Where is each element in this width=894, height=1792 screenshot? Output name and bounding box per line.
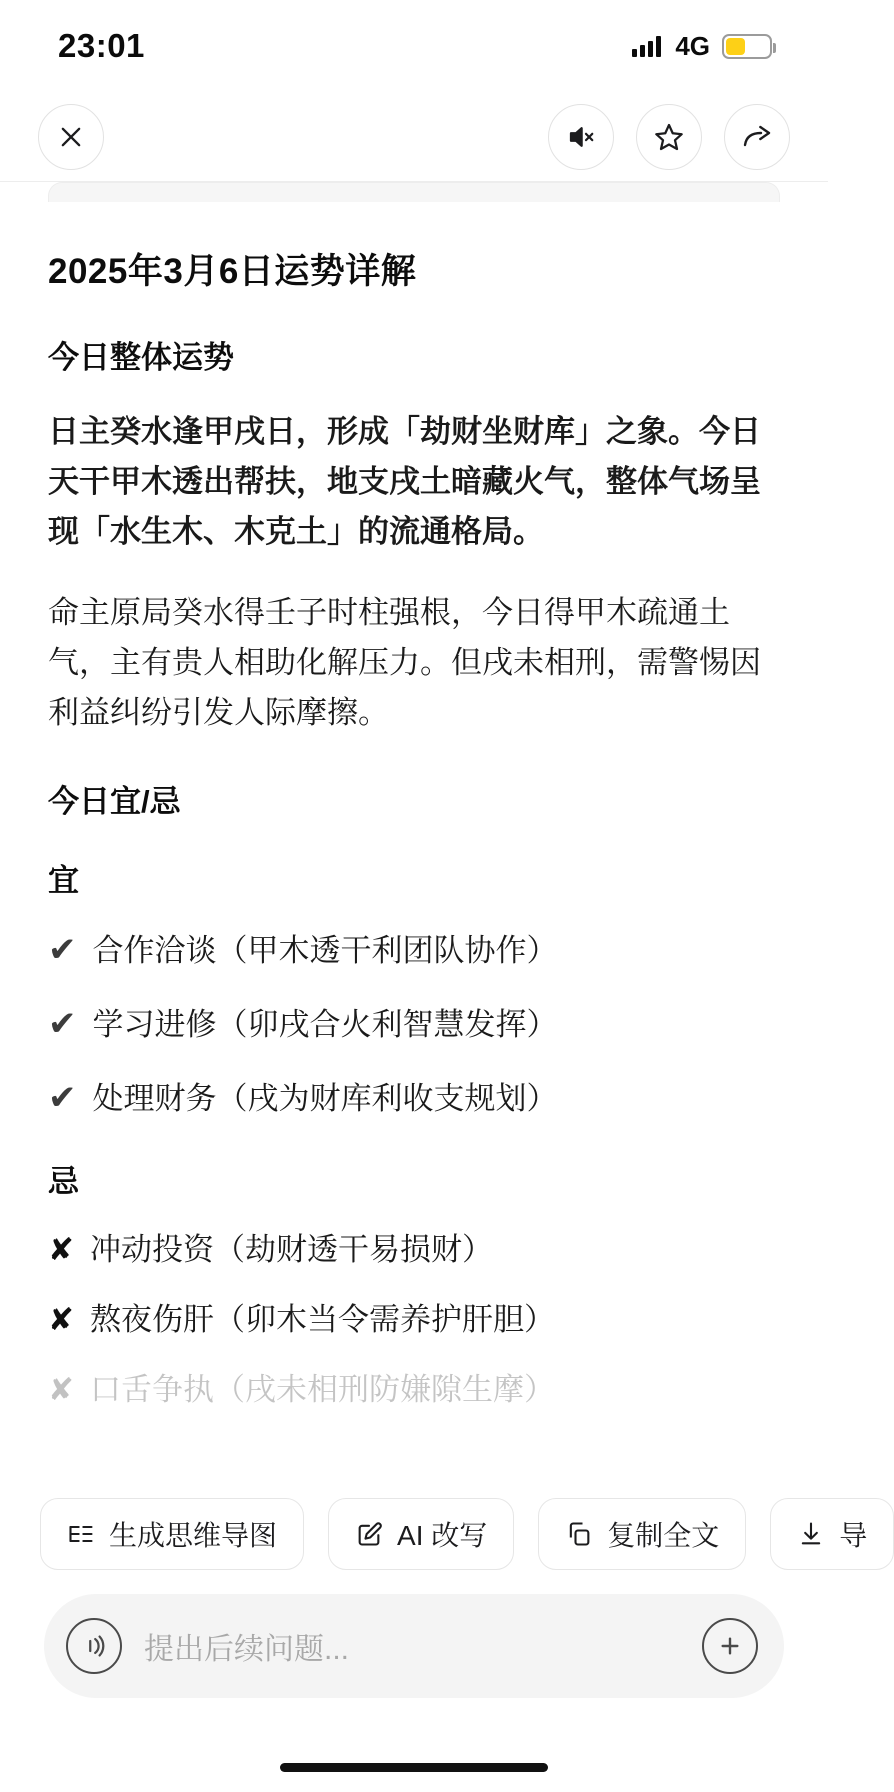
label-recommended: 宜 (48, 863, 79, 899)
share-icon (741, 121, 773, 153)
paragraph-overall-2: 命主原局癸水得壬子时柱强根，今日得甲木疏通土气，主有贵人相助化解压力。但戌未相刑，需警惕因利益纠纷引发人际摩擦。 (48, 594, 761, 731)
share-button[interactable] (724, 104, 790, 170)
list-item (48, 928, 780, 974)
chip-label: 复制全文 (607, 1520, 720, 1551)
list-item-label: 学习进修（卯戌合火利智慧发挥） (92, 1007, 558, 1043)
home-indicator (280, 1763, 548, 1772)
chip-label: AI 改写 (397, 1520, 488, 1551)
mindmap-icon (67, 1520, 95, 1548)
cross-icon: ✘ (48, 1371, 74, 1407)
top-toolbar (0, 92, 828, 182)
chip-generate-mindmap[interactable] (40, 1498, 304, 1570)
status-indicators (632, 31, 772, 62)
add-attachment-button[interactable] (702, 1618, 758, 1674)
cross-icon: ✘ (48, 1301, 74, 1337)
copy-icon (565, 1520, 593, 1548)
followup-input-bar[interactable] (44, 1594, 784, 1698)
check-icon: ✔ (48, 1079, 77, 1118)
list-item (48, 1002, 780, 1048)
chip-export[interactable] (770, 1498, 894, 1570)
close-icon (57, 123, 85, 151)
check-icon: ✔ (48, 1005, 77, 1044)
list-item-label: 冲动投资（劫财透干易损财） (89, 1231, 493, 1267)
list-item-label: 处理财务（戌为财库利收支规划） (92, 1081, 558, 1117)
close-button[interactable] (38, 104, 104, 170)
page-title: 2025年3月6日运势详解 (48, 252, 417, 291)
list-item (48, 1076, 780, 1122)
chip-label: 导 (839, 1520, 868, 1551)
cross-icon: ✘ (48, 1231, 74, 1267)
section-overall-fortune-title: 今日整体运势 (48, 340, 234, 375)
label-avoid: 忌 (48, 1163, 79, 1199)
status-time: 23:01 (58, 27, 145, 64)
section-do-avoid-title: 今日宜/忌 (48, 784, 181, 820)
speaker-mute-icon (566, 122, 596, 152)
content-fade-overlay (0, 1412, 828, 1482)
list-item (48, 1369, 780, 1411)
download-icon (797, 1520, 825, 1548)
mute-button[interactable] (548, 104, 614, 170)
avoid-list (48, 1229, 780, 1411)
voice-wave-icon (79, 1631, 109, 1661)
article-content[interactable] (0, 182, 828, 1482)
list-item (48, 1229, 780, 1271)
signal-bars-icon (632, 35, 661, 57)
network-type-label: 4G (675, 30, 710, 61)
battery-icon (722, 34, 772, 59)
voice-input-button[interactable] (66, 1618, 122, 1674)
paragraph-overall-1: 日主癸水逢甲戌日，形成「劫财坐财库」之象。今日天干甲木透出帮扶，地支戌土暗藏火气，整体气场呈现「水生木、木克土」的流通格局。 (48, 414, 761, 550)
chip-ai-rewrite[interactable] (328, 1498, 514, 1570)
list-item-label: 合作洽谈（甲木透干利团队协作） (92, 933, 558, 969)
list-item-label: 口舌争执（戌未相刑防嫌隙生摩） (89, 1371, 555, 1407)
recommended-list (48, 928, 780, 1122)
card-edge (48, 182, 780, 202)
plus-circle-icon (714, 1630, 746, 1662)
followup-input[interactable]: 提出后续问题... (144, 1633, 350, 1666)
star-icon (653, 121, 685, 153)
favorite-button[interactable] (636, 104, 702, 170)
action-chip-bar[interactable] (0, 1482, 868, 1586)
edit-pencil-icon (355, 1520, 383, 1548)
list-item (48, 1299, 780, 1341)
chip-copy-all[interactable] (538, 1498, 746, 1570)
status-bar (0, 0, 828, 92)
chip-label: 生成思维导图 (109, 1520, 278, 1551)
check-icon: ✔ (48, 931, 77, 970)
list-item-label: 熬夜伤肝（卯木当令需养护肝胆） (89, 1301, 555, 1337)
